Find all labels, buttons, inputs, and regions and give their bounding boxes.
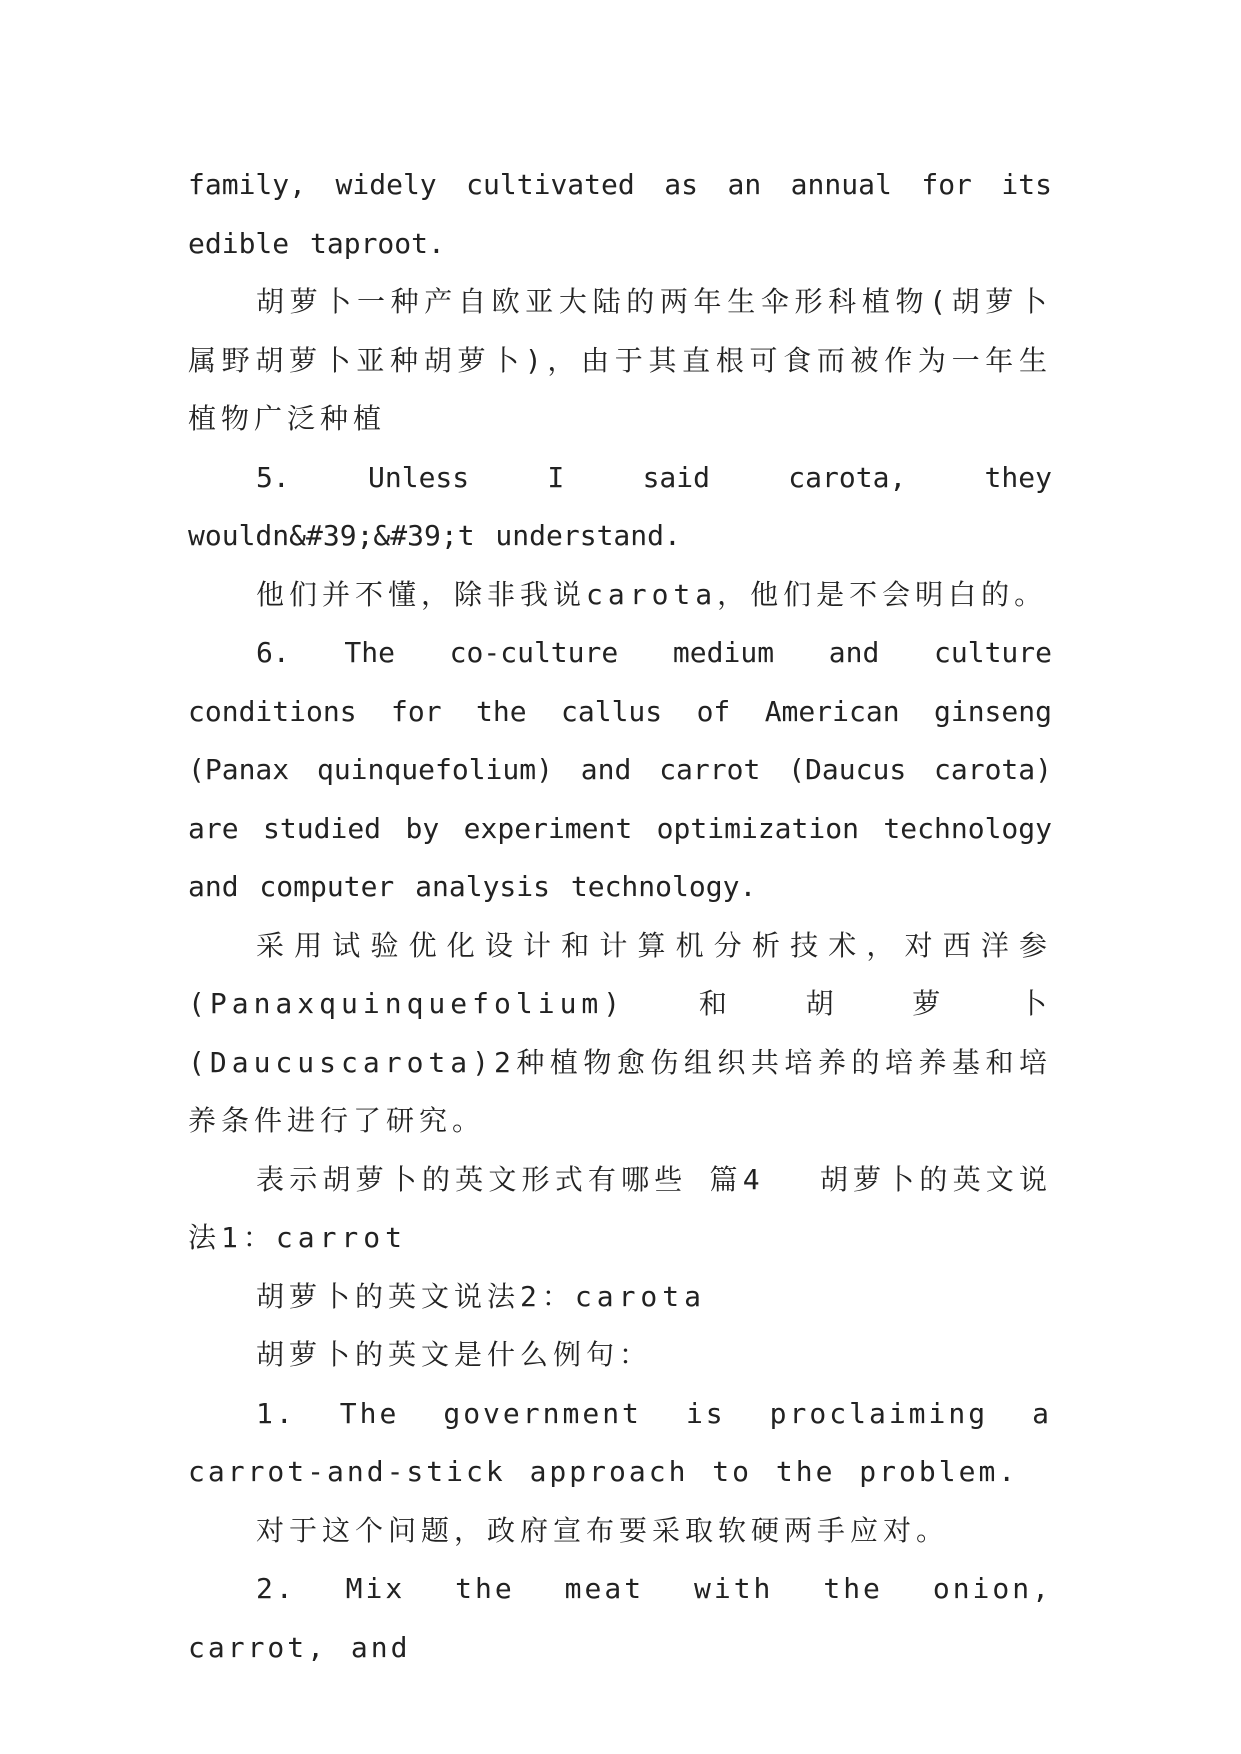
paragraph-example-1: 1. The government is proclaiming a carrot-and-stick approach to the problem. — [188, 1396, 1052, 1488]
paragraph-example-5: 5. Unless I said carota, they wouldn&#39;&#39;t understand. — [188, 460, 1052, 552]
document-body — [188, 156, 1052, 1677]
paragraph-examples-heading: 胡萝卜的英文是什么例句： — [256, 1338, 653, 1371]
section-heading-part-4: 表示胡萝卜的英文形式有哪些 篇4 胡萝卜的英文说法1：carrot — [188, 1162, 1052, 1254]
paragraph-chinese-definition: 胡萝卜一种产自欧亚大陆的两年生伞形科植物(胡萝卜属野胡萝卜亚种胡萝卜)，由于其直根可食而被作为一年生植物广泛种植 — [188, 285, 1052, 435]
paragraph-example-6: 6. The co-culture medium and culture conditions for the callus of American ginseng (Panax quinquefolium) and carrot (Daucus carota) are studied by experiment optimization technology and computer analysis technology. — [188, 636, 1052, 903]
paragraph-usage-2: 胡萝卜的英文说法2：carota — [256, 1279, 707, 1313]
paragraph-example-5-translation: 他们并不懂，除非我说carota，他们是不会明白的。 — [256, 577, 1048, 611]
paragraph-example-1-translation: 对于这个问题，政府宣布要采取软硬两手应对。 — [256, 1513, 950, 1547]
paragraph-english-definition-end: family, widely cultivated as an annual for its edible taproot. — [188, 168, 1052, 260]
paragraph-example-6-translation: 采用试验优化设计和计算机分析技术，对西洋参(Panaxquinquefolium)和胡萝卜(Daucuscarota)2种植物愈伤组织共培养的培养基和培养条件进行了研究。 — [188, 928, 1052, 1137]
paragraph-example-2: 2. Mix the meat with the onion, carrot, and — [188, 1572, 1052, 1664]
